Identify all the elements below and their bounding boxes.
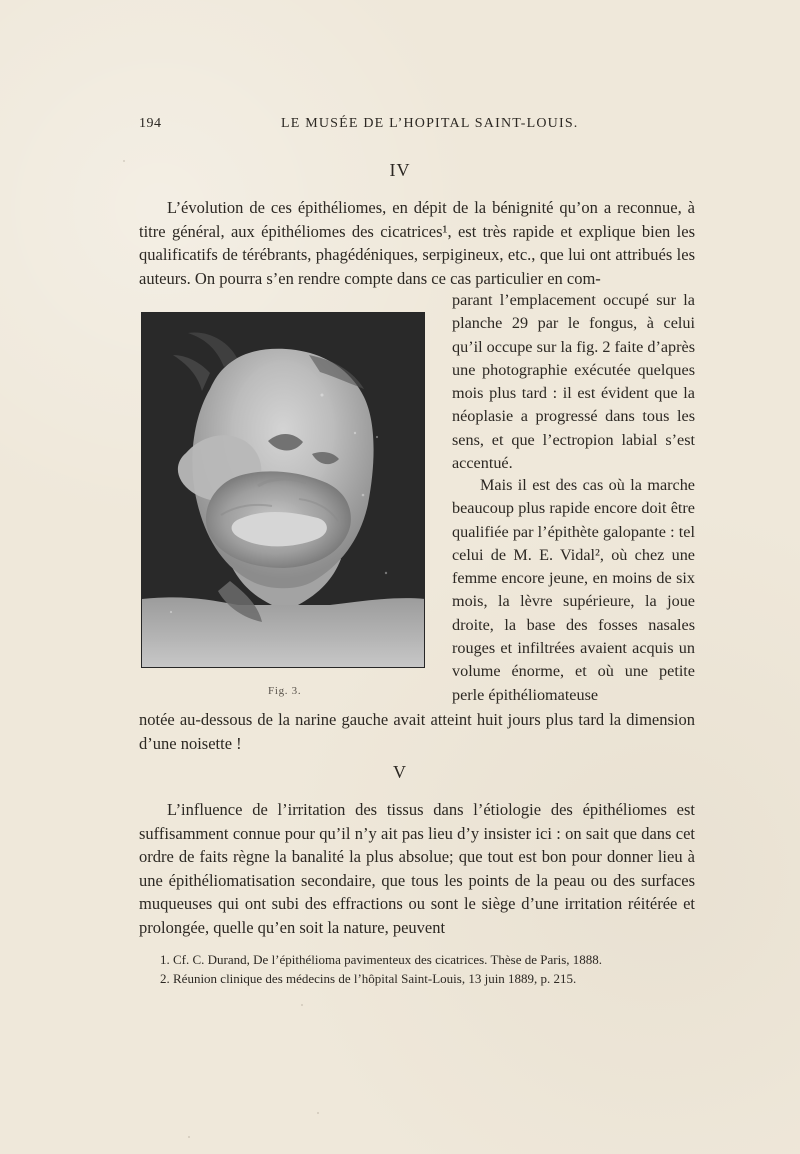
- footnote-1: 1. Cf. C. Durand, De l’épithélioma pavimenteux des cicatrices. Thèse de Paris, 1888.: [160, 952, 602, 967]
- clinical-photo: [141, 312, 425, 668]
- paragraph-etiology-text: L’influence de l’irritation des tissus dans l’étiologie des épithéliomes est suffisamment connue pour qu’il n’y ait pas lieu d’y insister ici : on sait que dans cet ordre de faits règne la banalité la plus absolue; que tout est bon pour donner lieu à une épithéliomatisation secondaire, que tous les points de la peau ou des surfaces muqueuses qui ont subi des effractions ou sont le siège d’une irritation réitérée et prolongée, quelle qu’en soit la nature, peuvent: [139, 800, 695, 937]
- paragraph-intro: [139, 196, 695, 290]
- footnote-2: 2. Réunion clinique des médecins de l’hôpital Saint-Louis, 13 juin 1889, p. 215.: [160, 971, 577, 986]
- paragraph-rapid-progression-end-text: notée au-dessous de la narine gauche avait atteint huit jours plus tard la dimension d’une noisette !: [139, 710, 695, 753]
- section-heading-v: V: [393, 762, 407, 782]
- figure-caption: Fig. 3.: [268, 685, 302, 697]
- paragraph-rapid-progression: [452, 474, 695, 707]
- paper-fleck: [317, 1112, 319, 1114]
- paper-fleck: [301, 1004, 303, 1006]
- footnotes: [160, 950, 660, 988]
- paragraph-rapid-progression-text: Mais il est des cas où la marche beaucoup plus rapide encore doit être qualifiée par l’épithète galopante : tel celui de M. E. Vidal², où chez une femme encore jeune, en moins de six mois, la lèvre supérieure, la joue droite, la base des fosses nasales rouges et infiltrées avaient acquis un volume énorme, et où une petite perle épithéliomateuse: [452, 476, 695, 704]
- figure-photo: [141, 312, 425, 668]
- paragraph-intro-continuation: [452, 289, 695, 475]
- paragraph-etiology: [139, 798, 695, 940]
- paper-fleck: [123, 160, 125, 162]
- clinical-photo-illustration: [142, 313, 425, 668]
- paragraph-rapid-progression-end: [139, 708, 695, 755]
- paper-fleck: [188, 1136, 190, 1138]
- page-header: [139, 116, 695, 136]
- paragraph-intro-text: L’évolution de ces épithéliomes, en dépit de la bénignité qu’on a reconnue, à titre général, aux épithéliomes des cicatrices¹, est très rapide et explique bien les qualificatifs de térébrants, phagédéniques, serpigineux, etc., que lui ont attribués les auteurs. On pourra s’en rendre compte dans ce cas particulier en com-: [139, 198, 695, 288]
- running-title: LE MUSÉE DE L’HOPITAL SAINT-LOUIS.: [281, 116, 579, 131]
- section-heading-iv: IV: [389, 160, 411, 180]
- page-number: 194: [139, 116, 162, 131]
- paragraph-intro-continuation-text: parant l’emplacement occupé sur la planche 29 par le fongus, à celui qu’il occupe sur la fig. 2 faite d’après une photographie exécutée quelques mois plus tard : il est évident que la néoplasie a progressé dans tous les sens, et que l’ectropion labial s’est accentué.: [452, 291, 695, 473]
